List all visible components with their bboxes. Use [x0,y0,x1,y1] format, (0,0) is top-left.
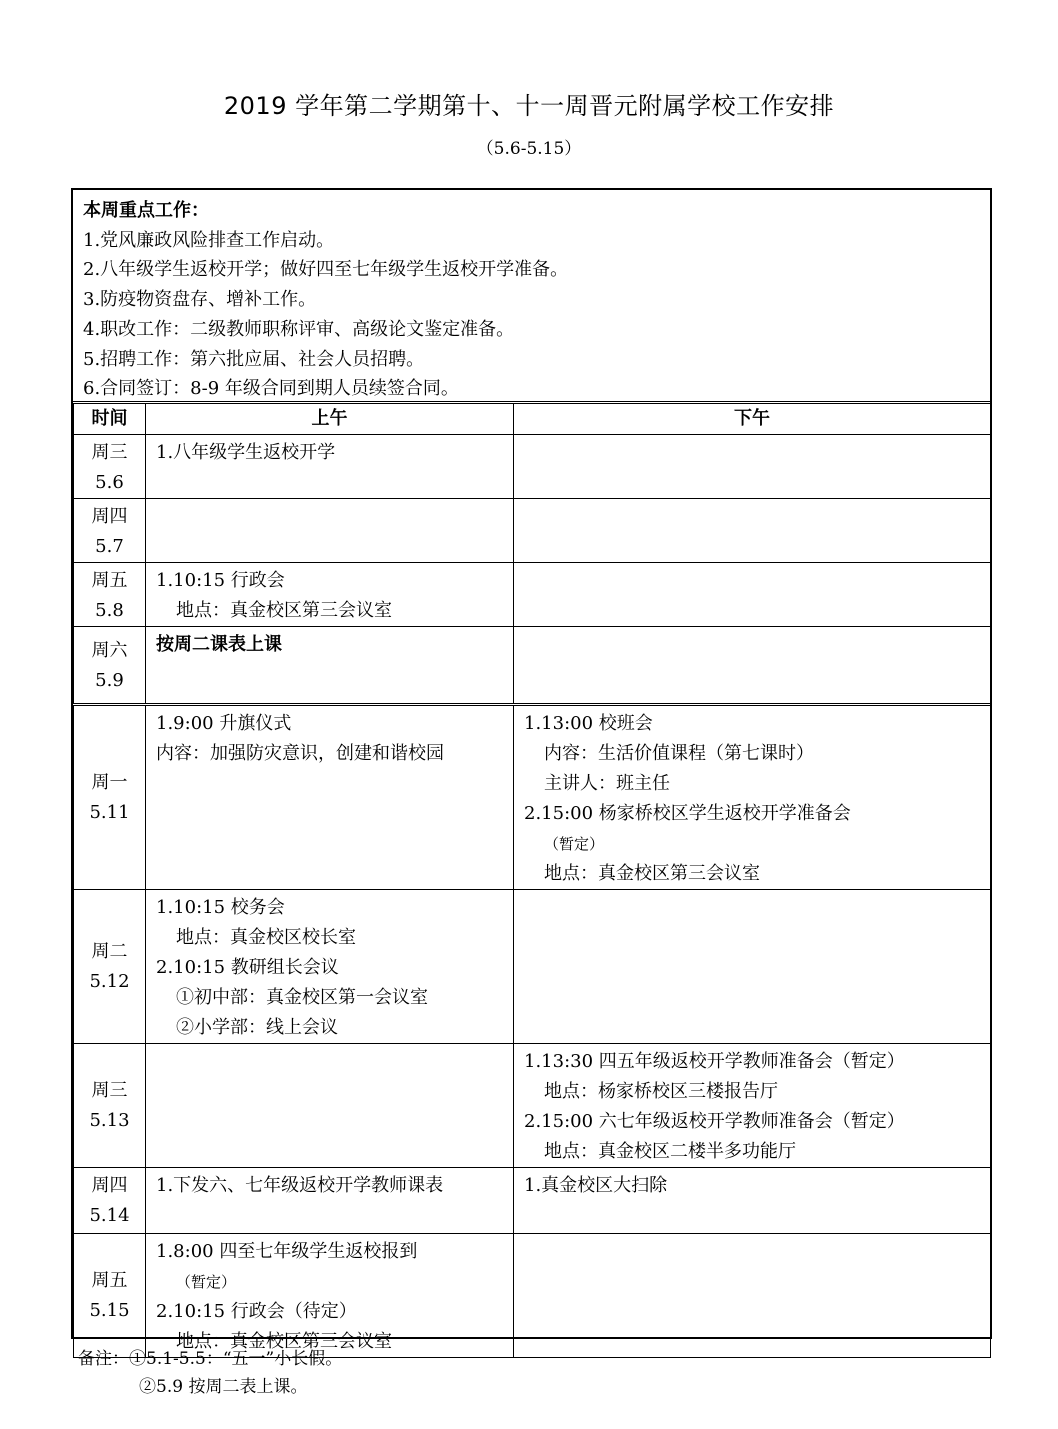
date: 5.11 [89,801,130,823]
schedule-table [73,401,991,1358]
morning-cell [146,705,514,890]
morning-line: 内容：加强防灾意识，创建和谐校园 [156,743,444,764]
date: 5.7 [95,536,124,557]
day-cell [74,1044,146,1168]
table-row [74,499,991,563]
table-row [74,1044,991,1168]
afternoon-line: 地点：杨家桥校区三楼报告厅 [544,1081,778,1102]
morning-line: 2.10:15 教研组长会议 [156,957,339,978]
afternoon-cell [514,563,991,627]
table-row [74,1234,991,1358]
day-cell [74,1234,146,1358]
weekday: 周一 [91,771,128,793]
afternoon-line: 1.13:30 四五年级返校开学教师准备会（暂定） [524,1051,905,1072]
morning-cell [146,1168,514,1234]
schedule-sheet [71,188,992,1352]
weekly-focus-section [73,190,990,401]
morning-line: 1.9:00 升旗仪式 [156,713,292,734]
focus-item: 4.职改工作：二级教师职称评审、高级论文鉴定准备。 [83,318,515,340]
morning-line: 1.10:15 行政会 [156,570,285,591]
weekday: 周五 [91,1269,128,1291]
date: 5.6 [95,472,124,493]
weekday: 周三 [91,1079,128,1101]
morning-line: 地点：真金校区校长室 [176,927,356,948]
table-row [74,1168,991,1234]
afternoon-line: 2.15:00 杨家桥校区学生返校开学准备会 [524,803,851,824]
day-cell [74,499,146,563]
afternoon-line: 地点：真金校区二楼半多功能厅 [544,1141,796,1162]
afternoon-line: 2.15:00 六七年级返校开学教师准备会（暂定） [524,1111,905,1132]
remark-line: ②5.9 按周二表上课。 [139,1377,308,1397]
afternoon-line: 地点：真金校区第三会议室 [544,863,760,884]
morning-cell [146,627,514,705]
afternoon-cell [514,1044,991,1168]
focus-item: 6.合同签订：8-9 年级合同到期人员续签合同。 [83,378,459,400]
weekday: 周四 [91,1175,128,1196]
afternoon-cell [514,627,991,705]
morning-line: 地点：真金校区第三会议室 [176,600,392,621]
day-cell [74,1168,146,1234]
focus-item: 5.招聘工作：第六批应届、社会人员招聘。 [83,348,425,370]
morning-cell [146,1234,514,1358]
weekday: 周三 [91,442,128,463]
weekday: 周六 [91,640,128,661]
afternoon-cell [514,499,991,563]
morning-cell [146,890,514,1044]
table-row [74,890,991,1044]
afternoon-cell [514,1234,991,1358]
morning-cell [146,563,514,627]
day-cell [74,705,146,890]
afternoon-line: （暂定） [544,835,605,853]
table-header-row [74,403,991,435]
afternoon-line: 1.真金校区大扫除 [524,1175,668,1196]
morning-line: 1.下发六、七年级返校开学教师课表 [156,1175,444,1196]
morning-cell [146,1044,514,1168]
column-header-time: 时间 [74,403,146,435]
focus-heading: 本周重点工作： [83,200,209,221]
date: 5.8 [95,600,124,621]
table-row [74,563,991,627]
morning-line: 地点：真金校区第三会议室 [176,1331,392,1352]
morning-cell [146,435,514,499]
afternoon-line: 主讲人：班主任 [544,773,670,794]
table-row [74,627,991,705]
afternoon-cell [514,1168,991,1234]
morning-line: （暂定） [176,1273,237,1291]
document-date-range: （5.6-5.15） [476,139,582,159]
morning-line: 1.8:00 四至七年级学生返校报到 [156,1241,418,1262]
afternoon-line: 1.13:00 校班会 [524,713,653,734]
morning-line: 1.10:15 校务会 [156,897,285,918]
focus-item: 2.八年级学生返校开学；做好四至七年级学生返校开学准备。 [83,259,569,281]
column-header-afternoon: 下午 [514,403,991,435]
remark-line: 备注：①5.1-5.5：“五一”小长假。 [78,1349,343,1369]
morning-line: 按周二课表上课 [156,634,282,655]
date: 5.14 [89,1205,130,1226]
morning-line: 2.10:15 行政会（待定） [156,1301,357,1322]
remarks [78,1345,342,1401]
date: 5.15 [89,1299,130,1321]
afternoon-cell [514,890,991,1044]
afternoon-line: 内容：生活价值课程（第七课时） [544,743,814,764]
morning-line: ①初中部：真金校区第一会议室 [176,987,428,1008]
day-cell [74,435,146,499]
table-row [74,435,991,499]
afternoon-cell [514,435,991,499]
date: 5.12 [89,970,130,992]
date: 5.9 [95,670,124,691]
date: 5.13 [89,1109,130,1131]
day-cell [74,563,146,627]
column-header-morning: 上午 [146,403,514,435]
weekday: 周五 [91,570,128,591]
focus-item: 3.防疫物资盘存、增补工作。 [83,289,317,311]
morning-cell [146,499,514,563]
afternoon-cell [514,705,991,890]
day-cell [74,627,146,705]
table-row [74,705,991,890]
document-title: 2019 学年第二学期第十、十一周晋元附属学校工作安排 [223,92,835,120]
morning-line: ②小学部：线上会议 [176,1017,338,1038]
morning-line: 1.八年级学生返校开学 [156,442,336,463]
weekday: 周四 [91,506,128,527]
weekday: 周二 [91,940,128,962]
focus-item: 1.党风廉政风险排查工作启动。 [83,229,335,251]
day-cell [74,890,146,1044]
